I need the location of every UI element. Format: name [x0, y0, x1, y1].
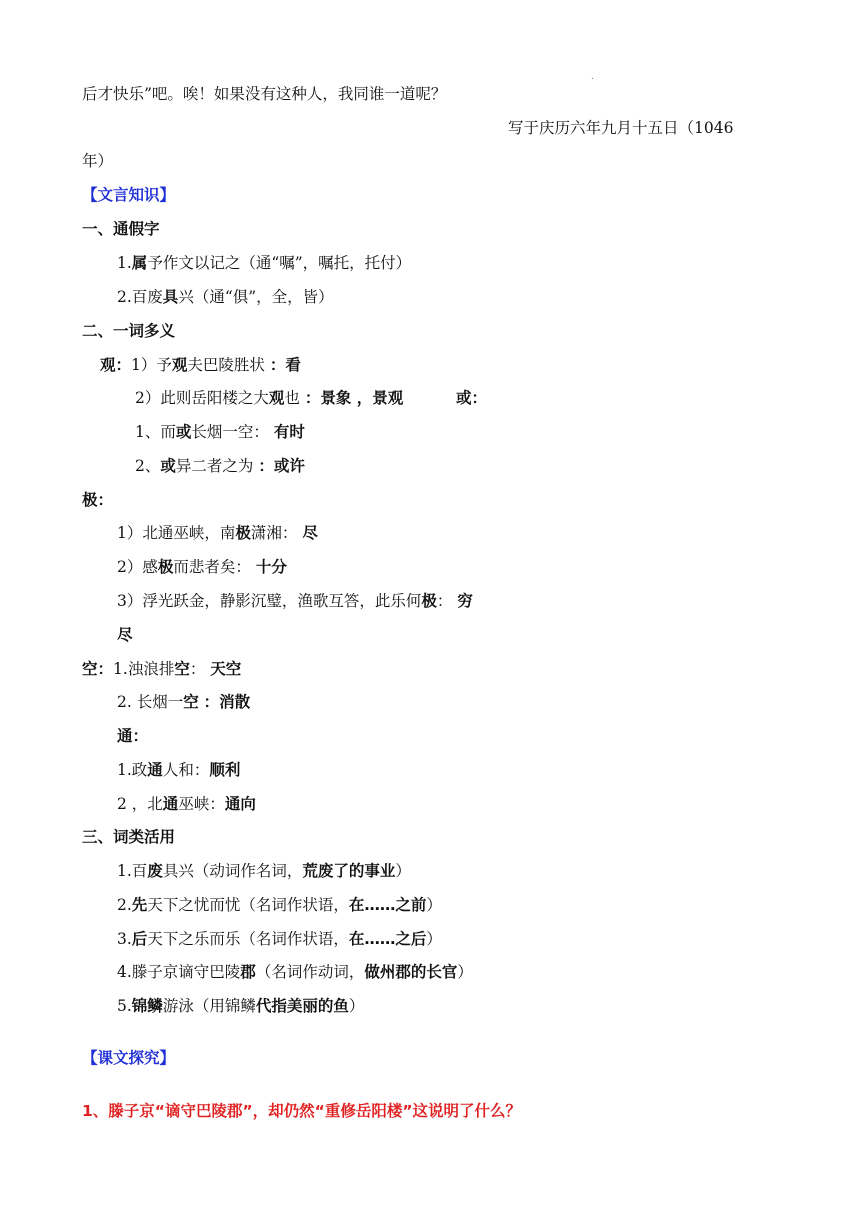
- ji-item-1: [117, 522, 318, 544]
- meaning: 穷: [457, 592, 473, 610]
- example-text: ）: [348, 997, 365, 1015]
- example-text: 1.百: [117, 862, 148, 880]
- ji-word-label: [82, 489, 113, 511]
- huoyong-item-3: [117, 928, 442, 950]
- example-text: 天下之忧而忧（名词作状语，: [147, 896, 349, 914]
- tong-item-1: [117, 759, 240, 781]
- guan-item-1: [100, 354, 301, 376]
- word-colon: ：: [115, 356, 132, 374]
- example-text: 异二者之为: [175, 457, 259, 475]
- item-number: 2.百废: [117, 288, 163, 306]
- meaning: 在……之前: [348, 896, 427, 914]
- example-text: 4.滕子京谪守巴陵: [117, 963, 241, 981]
- word-label: 通: [117, 727, 133, 745]
- word-label: 或: [456, 389, 472, 407]
- example-text: 2、: [135, 457, 161, 475]
- tong-item-2: [117, 793, 256, 815]
- example-text: ）: [426, 930, 442, 948]
- example-text: 5.: [117, 997, 132, 1015]
- key-char: 观: [268, 389, 285, 407]
- meaning: ：消散: [203, 693, 251, 711]
- example-text: 也: [284, 389, 305, 407]
- kong-item-2: [117, 691, 250, 713]
- example-text: 游泳（用锦鳞: [162, 997, 256, 1015]
- huoyong-item-2: [117, 894, 442, 916]
- subheading-duoyi: 二、一词多义: [82, 322, 176, 340]
- example-text: 人和：: [162, 761, 210, 779]
- word-colon: ：: [132, 727, 149, 745]
- word-label: 极: [82, 491, 98, 509]
- key-char: 郡: [240, 963, 256, 981]
- huo-item-2: [135, 455, 305, 477]
- meaning: ：或许: [258, 457, 305, 475]
- example-text: 2）感: [117, 558, 158, 576]
- key-char: 后: [131, 930, 148, 948]
- meaning: ：看: [269, 356, 301, 374]
- ji-item-2: [117, 556, 287, 578]
- example-text: 具兴（动词作名词，: [162, 862, 303, 880]
- meaning: 在……之后: [348, 930, 427, 948]
- example-text: 1）北通巫峡，南: [117, 524, 236, 542]
- example-text: 长烟一空：: [191, 423, 274, 441]
- key-char: 极: [157, 558, 174, 576]
- meaning: 荒废了的事业: [302, 862, 396, 880]
- example-text: ）: [395, 862, 411, 880]
- meaning: 十分: [255, 558, 287, 576]
- huoyong-item-1: [117, 860, 411, 882]
- huo-word-label: [456, 387, 487, 409]
- example-text: ：: [189, 660, 211, 678]
- key-char: 或: [160, 457, 176, 475]
- example-text: 3.: [117, 930, 132, 948]
- example-text: 1.浊浪排: [113, 660, 175, 678]
- example-text: 潇湘：: [250, 524, 303, 542]
- kong-item-1: [82, 658, 241, 680]
- example-text: ：: [436, 592, 458, 610]
- word-label: 观: [100, 356, 116, 374]
- key-char: 锦鳞: [131, 997, 163, 1015]
- date-line: 写于庆历六年九月十五日（1046: [508, 119, 734, 137]
- key-char: 通: [147, 761, 163, 779]
- meaning: 尽: [302, 524, 318, 542]
- meaning: 顺利: [209, 761, 241, 779]
- section-heading-tanjiu: 【课文探究】: [82, 1049, 176, 1067]
- guan-item-2: [135, 387, 403, 409]
- item-text: 予作文以记之（通“嘱”，嘱托，托付）: [147, 254, 412, 272]
- huoyong-item-5: [117, 995, 364, 1017]
- key-char: 极: [421, 592, 437, 610]
- key-char: 空: [183, 693, 199, 711]
- stray-dot: .: [591, 72, 594, 82]
- example-text: 2. 长烟一: [117, 693, 184, 711]
- ji-item-3-cont: 尽: [117, 626, 133, 644]
- meaning: 做州郡的长官: [364, 963, 458, 981]
- meaning: ：景象 ，景观: [304, 389, 404, 407]
- meaning: 代指美丽的鱼: [255, 997, 349, 1015]
- example-text: 夫巴陵胜状: [187, 356, 270, 374]
- example-text: 3）浮光跃金，静影沉璧，渔歌互答，此乐何: [117, 592, 422, 610]
- key-char: 属: [131, 254, 148, 272]
- question-1: 1、滕子京“谪守巴陵郡”，却仍然“重修岳阳楼”这说明了什么？: [82, 1102, 522, 1120]
- huoyong-item-4: [117, 961, 473, 983]
- key-char: 先: [131, 896, 148, 914]
- word-colon: ：: [97, 491, 114, 509]
- example-text: 天下之乐而乐（名词作状语，: [147, 930, 349, 948]
- date-line-cont: 年）: [82, 152, 114, 170]
- item-text: 兴（通“俱”，全，皆）: [178, 288, 334, 306]
- example-text: 而悲者矣：: [173, 558, 256, 576]
- example-text: ）: [457, 963, 473, 981]
- word-label: 空: [82, 660, 98, 678]
- huo-item-1: [135, 421, 305, 443]
- tong-word-label: [117, 725, 148, 747]
- tongjia-item-1: [117, 252, 411, 274]
- example-text: 1、而: [135, 423, 176, 441]
- example-text: 2.: [117, 896, 132, 914]
- item-number: 1.: [117, 254, 132, 272]
- translation-line: 后才快乐”吧。唉！如果没有这种人，我同谁一道呢？: [82, 85, 447, 103]
- key-char: 通: [162, 795, 179, 813]
- key-char: 极: [235, 524, 251, 542]
- example-text: ）: [426, 896, 442, 914]
- example-text: 1）予: [131, 356, 172, 374]
- example-text: 巫峡：: [178, 795, 225, 813]
- meaning: 有时: [273, 423, 305, 441]
- word-colon: ：: [471, 389, 488, 407]
- key-char: 观: [171, 356, 188, 374]
- ji-item-3: [117, 590, 473, 612]
- example-text: （名词作动词，: [255, 963, 365, 981]
- key-char: 或: [175, 423, 192, 441]
- key-char: 具: [162, 288, 179, 306]
- word-colon: ：: [97, 660, 114, 678]
- example-text: 2）此则岳阳楼之大: [135, 389, 269, 407]
- example-text: 1.政: [117, 761, 148, 779]
- key-char: 废: [147, 862, 163, 880]
- section-heading-wenyan: 【文言知识】: [82, 186, 176, 204]
- subheading-huoyong: 三、词类活用: [82, 828, 176, 846]
- meaning: 通向: [224, 795, 256, 813]
- subheading-tongjia: 一、通假字: [82, 220, 160, 238]
- key-char: 空: [174, 660, 190, 678]
- meaning: 天空: [210, 660, 242, 678]
- example-text: 2 ，北: [117, 795, 163, 813]
- tongjia-item-2: [117, 286, 334, 308]
